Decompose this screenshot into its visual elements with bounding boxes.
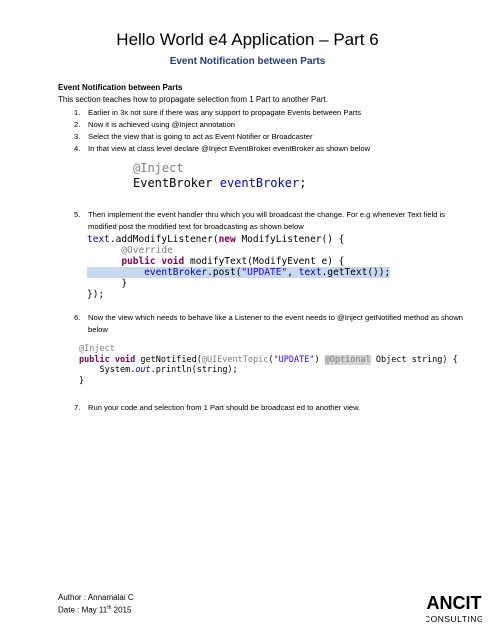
page-title: Hello World e4 Application – Part 6	[116, 30, 379, 49]
code-keyword: new	[218, 234, 236, 245]
code-field: text	[298, 267, 322, 278]
code-text: ,	[287, 267, 299, 278]
code-text: .post(	[207, 267, 242, 278]
code-text: (	[268, 354, 274, 365]
code-text: System.	[99, 365, 136, 375]
footer-date-suffix: th	[107, 605, 112, 611]
code-type: EventBroker	[133, 176, 213, 190]
footer-author: Author : Annamalai C	[58, 593, 134, 602]
code-annotation: @Inject	[133, 161, 184, 175]
code-annotation: @Override	[121, 245, 173, 256]
code-string: "UPDATE"	[241, 267, 288, 278]
list-item-number: 2.	[74, 120, 81, 129]
section-intro: This section teaches how to propagate selection from 1 Part to another Part.	[58, 95, 328, 104]
logo-text-sub: CONSULTING	[426, 614, 482, 624]
page-subtitle: Event Notification between Parts	[169, 56, 326, 67]
code-highlighted-line	[87, 267, 390, 278]
code-text: }	[121, 278, 128, 289]
code-field: out	[135, 365, 151, 375]
footer-date-text: Date : May 11	[58, 605, 108, 615]
code-text: .addModifyListener(	[109, 234, 219, 245]
code-text: }	[79, 375, 85, 386]
code-annotation: @UIEventTopic	[201, 354, 269, 365]
code-text: modifyText(ModifyEvent e) {	[184, 256, 345, 267]
logo-text-main: ANCIT	[426, 593, 482, 613]
code-text: ModifyListener() {	[235, 234, 345, 245]
code-punctuation: ;	[299, 176, 307, 190]
ancit-consulting-logo	[426, 588, 482, 626]
code-text: Object string) {	[370, 354, 458, 365]
list-item-number: 3.	[74, 132, 81, 141]
code-keyword: public void	[79, 354, 136, 365]
list-item-text: In that view at class level declare @Inject EventBroker eventBroker as shown below	[88, 144, 371, 153]
code-keyword: public void	[121, 256, 185, 267]
code-snippet-modify-listener	[87, 234, 390, 300]
code-text: getNotified(	[135, 354, 202, 365]
list-item-text: Now it is achieved using @Inject annotation	[88, 120, 236, 129]
code-text: .getText());	[321, 267, 391, 278]
list-item-text: Select the view that is going to act as Event Notifier or Broadcaster	[88, 132, 313, 141]
code-text: .println(string);	[150, 365, 238, 375]
list-item-number: 1.	[74, 108, 81, 117]
code-string: "UPDATE"	[273, 354, 315, 365]
list-item-number: 4.	[74, 144, 81, 153]
list-item-number: 5.	[74, 210, 81, 219]
code-snippet-get-notified	[79, 344, 458, 386]
code-field: eventBroker	[144, 267, 208, 278]
list-item-number: 6.	[74, 313, 81, 322]
code-text: )	[314, 354, 325, 365]
list-item-text: Run your code and selection from 1 Part should be broadcast ed to another view.	[88, 403, 361, 412]
footer-date-year: 2015	[111, 605, 132, 615]
list-item-number: 7.	[74, 403, 81, 412]
list-item-text: Then implement the event handler thru which you will broadcast the change. For e.g whenever Text field is modified post the modified text for broadcasting as shown below	[88, 210, 445, 231]
code-annotation: @Optional	[324, 354, 371, 365]
list-item-text: Earlier in 3x not sure if there was any support to propagate Events between Parts	[88, 108, 362, 117]
code-text: });	[87, 289, 105, 300]
footer-date	[58, 605, 131, 615]
code-annotation: @Inject	[79, 344, 115, 354]
code-field: text	[87, 234, 110, 245]
code-field: eventBroker	[219, 176, 300, 190]
logo-graphic	[426, 588, 482, 626]
section-heading: Event Notification between Parts	[58, 83, 183, 92]
code-snippet-inject-eventbroker	[133, 161, 306, 191]
list-item-text: Now the view which needs to behave like a Listener to the event needs to @Inject getNotified method as shown below	[88, 313, 463, 334]
